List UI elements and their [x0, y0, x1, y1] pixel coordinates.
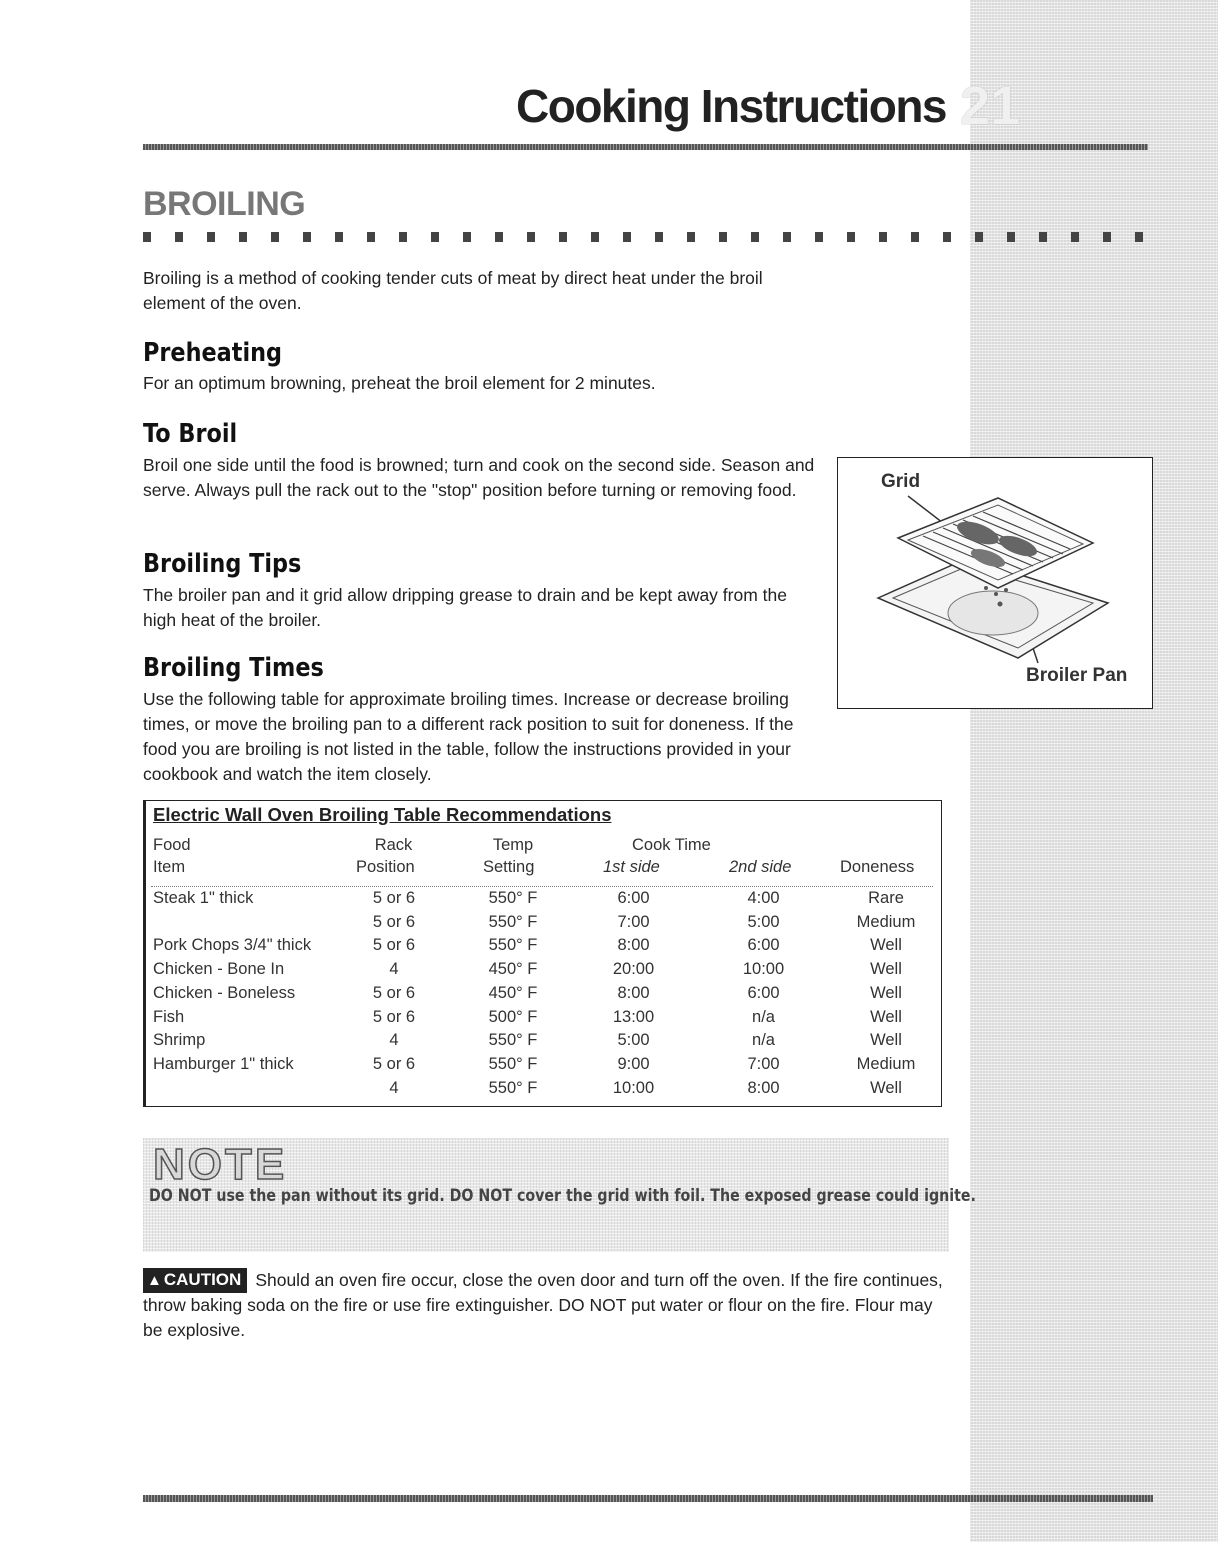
header-doneness: Doneness	[840, 858, 915, 876]
cell-food: Chicken - Bone In	[153, 960, 285, 979]
header-position: Position	[356, 858, 415, 876]
cell-rack: 5 or 6	[372, 1054, 416, 1073]
cell-temp: 450° F	[488, 983, 538, 1002]
table-title: Electric Wall Oven Broiling Table Recommendations	[153, 804, 612, 825]
cell-side2: n/a	[752, 1007, 775, 1026]
cell-rack: 5 or 6	[372, 936, 416, 955]
broiling-times-heading: Broiling Times	[143, 653, 324, 683]
cell-side2: n/a	[752, 1031, 775, 1050]
note-box	[143, 1138, 976, 1252]
cell-side2: 6:00	[747, 936, 780, 955]
cell-doneness: Medium	[856, 1054, 916, 1073]
page-title: Cooking Instructions	[516, 80, 946, 132]
cell-doneness: Well	[870, 1007, 902, 1026]
caution-text: Should an oven fire occur, close the oven door and turn off the oven. If the fire continues, throw baking soda on the fire or use fire extinguisher. DO NOT put water or flour on the fire. Flour may be explosive.	[143, 1270, 943, 1340]
broiler-pan-label: Broiler Pan	[1026, 665, 1128, 686]
cell-doneness: Rare	[868, 889, 904, 907]
caution-label: CAUTION	[163, 1270, 242, 1289]
cell-temp: 550° F	[488, 1031, 538, 1050]
header-separator	[151, 886, 933, 887]
cell-side2: 10:00	[742, 960, 785, 979]
to-broil-text: Broil one side until the food is browned; turn and cook on the second side. Season and serve. Always pull the rack out to the "stop" position before turning or removing food.	[143, 455, 815, 500]
warning-icon: ▲	[147, 1272, 162, 1289]
caution-badge	[143, 1268, 247, 1293]
broiler-pan-figure	[837, 457, 1153, 709]
broiling-tips-text: The broiler pan and it grid allow dripping grease to drain and be kept away from the high heat of the broiler.	[143, 585, 787, 630]
cell-rack: 5 or 6	[372, 889, 416, 907]
cell-doneness: Well	[870, 936, 902, 955]
header-item: Item	[153, 858, 186, 876]
cell-rack: 4	[389, 960, 399, 979]
caution-paragraph	[143, 1268, 953, 1343]
cell-side1: 9:00	[617, 1054, 650, 1073]
cell-side2: 8:00	[747, 1078, 780, 1097]
preheating-text: For an optimum browning, preheat the broil element for 2 minutes.	[143, 373, 656, 393]
cell-side1: 5:00	[617, 1031, 650, 1050]
cell-food: Hamburger 1" thick	[153, 1054, 294, 1073]
cell-side1: 10:00	[612, 1078, 655, 1097]
cell-temp: 550° F	[488, 1054, 538, 1073]
cell-rack: 5 or 6	[372, 912, 416, 931]
cell-temp: 550° F	[488, 889, 538, 907]
cell-side2: 6:00	[747, 983, 780, 1002]
cell-side1: 13:00	[612, 1007, 655, 1026]
cell-doneness: Well	[870, 960, 902, 979]
preheating-heading: Preheating	[143, 338, 283, 368]
header-1st-side: 1st side	[603, 858, 660, 876]
section-heading: BROILING	[143, 185, 306, 223]
cell-side1: 20:00	[612, 960, 655, 979]
cell-side2: 4:00	[747, 889, 780, 907]
header-rack: Rack	[374, 836, 413, 854]
note-text: DO NOT use the pan without its grid. DO NOT cover the grid with foil. The exposed grease could ignite.	[149, 1186, 976, 1205]
header-food: Food	[153, 836, 191, 854]
cell-doneness: Medium	[856, 912, 916, 931]
cell-side1: 7:00	[617, 912, 650, 931]
cell-temp: 500° F	[488, 1007, 538, 1026]
cell-temp: 550° F	[488, 936, 538, 955]
to-broil-heading: To Broil	[143, 419, 238, 449]
header-temp: Temp	[492, 836, 534, 854]
cell-rack: 4	[389, 1078, 399, 1097]
cell-doneness: Well	[870, 1078, 902, 1097]
cell-rack: 5 or 6	[372, 983, 416, 1002]
cell-temp: 450° F	[488, 960, 538, 979]
cell-food: Pork Chops 3/4" thick	[153, 936, 312, 955]
grid-label: Grid	[881, 471, 921, 492]
header-cook-time: Cook Time	[632, 836, 711, 854]
cell-side2: 7:00	[747, 1054, 780, 1073]
page-number: 21	[960, 76, 1021, 136]
header-2nd-side: 2nd side	[729, 858, 792, 876]
cell-doneness: Well	[870, 1031, 902, 1050]
note-title: NOTE	[153, 1140, 288, 1189]
intro-text: Broiling is a method of cooking tender cuts of meat by direct heat under the broil element of the oven.	[143, 268, 763, 313]
cell-side1: 8:00	[617, 936, 650, 955]
cell-food: Shrimp	[153, 1031, 206, 1050]
cell-food: Chicken - Boneless	[153, 983, 296, 1002]
top-rule	[143, 144, 1148, 150]
cell-side1: 6:00	[617, 889, 650, 907]
cell-food: Fish	[153, 1007, 185, 1026]
cell-temp: 550° F	[488, 912, 538, 931]
header-setting: Setting	[483, 858, 535, 876]
broiler-pan-illustration	[838, 458, 1152, 708]
cell-doneness: Well	[870, 983, 902, 1002]
dotted-divider	[143, 232, 1153, 242]
broiling-table	[143, 800, 942, 1107]
cell-rack: 5 or 6	[372, 1007, 416, 1026]
cell-temp: 550° F	[488, 1078, 538, 1097]
cell-rack: 4	[389, 1031, 399, 1050]
bottom-rule	[143, 1495, 1153, 1502]
broiling-times-text: Use the following table for approximate broiling times. Increase or decrease broiling times, or move the broiling pan to a different rack position to suit for doneness. If the food you are broiling is not listed in the table, follow the instructions provided in your cookbook and watch the item closely.	[143, 689, 794, 784]
cell-food: Steak 1" thick	[153, 889, 254, 907]
cell-side2: 5:00	[747, 912, 780, 931]
broiling-tips-heading: Broiling Tips	[143, 549, 302, 579]
cell-side1: 8:00	[617, 983, 650, 1002]
